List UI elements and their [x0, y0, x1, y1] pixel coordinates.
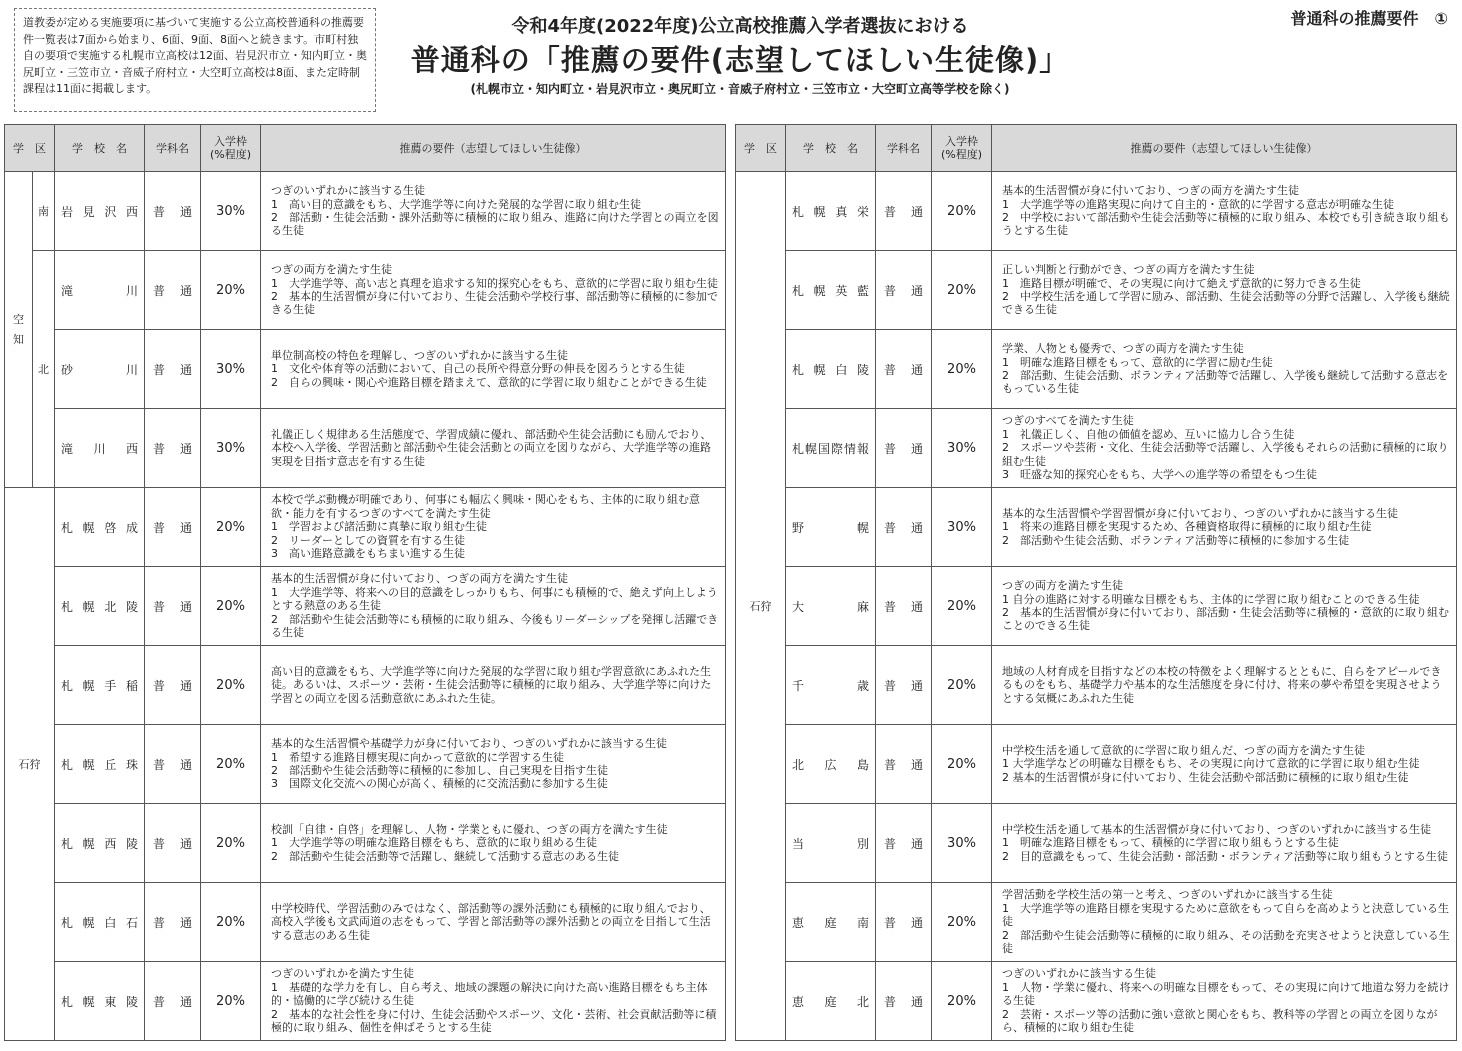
requirement-line: つぎの両方を満たす生徒 [1002, 579, 1123, 593]
course-name: 普通 [145, 962, 201, 1041]
school-name: 札幌英藍 [786, 251, 876, 330]
quota-percent: 30% [201, 409, 261, 488]
header-area: 学 区 [5, 125, 55, 172]
quota-percent: 20% [201, 567, 261, 646]
page-subtitle: (札幌市立・知内町立・岩見沢市立・奥尻町立・音威子府村立・三笠市立・大空町立高等学校を除く) [470, 82, 1010, 96]
requirement-line: 1 進路目標が明確で、その実現に向けて絶えず意欲的に努力できる生徒 [1002, 276, 1361, 290]
course-name: 普通 [876, 330, 932, 409]
course-name: 普通 [876, 409, 932, 488]
header-quota: 入学枠 (%程度) [932, 125, 992, 172]
course-name: 普通 [145, 330, 201, 409]
requirement-text [992, 409, 1457, 488]
requirement-text [261, 251, 726, 330]
requirement-line: 1 自分の進路に対する明確な目標をもち、主体的に学習に取り組むことのできる生徒 [1002, 592, 1420, 606]
course-name: 普通 [876, 962, 932, 1041]
table-row [5, 251, 726, 330]
requirement-line: 2 スポーツや芸術・文化、生徒会活動等で活躍し、入学後もそれらの活動に積極的に取り組む生徒 [1002, 441, 1449, 468]
page-title: 普通科の「推薦の要件(志望してほしい生徒像)」 [410, 43, 1070, 77]
school-name: 滝川 [55, 251, 145, 330]
requirement-line: 2 リーダーとしての資質を有する生徒 [271, 533, 465, 547]
table-row [5, 567, 726, 646]
requirement-line: 3 国際文化交流への関心が高く、積極的に交流活動に参加する生徒 [271, 777, 608, 791]
requirement-line: つぎのいずれかに該当する生徒 [271, 184, 425, 198]
requirement-text [261, 567, 726, 646]
requirement-text [992, 251, 1457, 330]
requirement-text [261, 883, 726, 962]
requirement-line: 2 自らの興味・関心や進路目標を踏まえて、意欲的に学習に取り組むことができる生徒 [271, 375, 707, 389]
requirements-table-left [4, 124, 726, 1041]
requirement-text [261, 488, 726, 567]
requirement-line: 1 文化や体育等の活動において、自己の長所や得意分野の伸長を図ろうとする生徒 [271, 362, 685, 376]
table-row [5, 962, 726, 1041]
requirement-line: 2 部活動や生徒会活動、ボランティア活動等に積極的に参加する生徒 [1002, 533, 1350, 547]
requirement-line: 1 大学進学等の明確な進路目標をもち、意欲的に取り組める生徒 [271, 836, 597, 850]
requirement-line: 基本的生活習慣が身に付いており、つぎの両方を満たす生徒 [1002, 184, 1299, 198]
requirement-line: 1 希望する進路目標実現に向かって意欲的に学習する生徒 [271, 750, 564, 764]
district-name: 石狩 [5, 488, 55, 1041]
course-name: 普通 [145, 725, 201, 804]
requirement-line: 1 人物・学業に優れ、将来への明確な目標をもって、その実現に向けて地道な努力を続ける生徒 [1002, 980, 1450, 1008]
quota-percent: 20% [932, 251, 992, 330]
school-name: 札幌西陵 [55, 804, 145, 883]
requirement-line: 2 基本的生活習慣が身に付いており、生徒会活動や学校行事、部活動等に積極的に参加できる生徒 [271, 290, 718, 317]
requirement-line: 基本的な生活習慣や学習習慣が身に付いており、つぎのいずれかに該当する生徒 [1002, 506, 1398, 520]
requirement-line: 本校で学ぶ動機が明確であり、何事にも幅広く興味・関心をもち、主体的に取り組む意欲・能力を有するつぎのすべてを満たす生徒 [271, 493, 700, 520]
requirement-line: 1 明確な進路目標をもって、積極的に学習に取り組もうとする生徒 [1002, 836, 1339, 850]
requirement-line: 2 部活動や生徒会活動等に積極的に参加し、自己実現を目指す生徒 [271, 764, 608, 777]
table-row [736, 172, 1457, 251]
requirement-text [992, 725, 1457, 804]
requirement-text [261, 725, 726, 804]
table-row [5, 883, 726, 962]
requirement-line: 2 部活動、生徒会活動、ボランティア活動等で活躍し、入学後も継続して活動する意志をもっている生徒 [1002, 369, 1449, 396]
quota-percent: 20% [201, 962, 261, 1041]
requirement-line: 礼儀正しく規律ある生活態度で、学習成績に優れ、部活動や生徒会活動にも励んでおり、本校へ入学後、学習活動と部活動や生徒会活動との両立を図りながら、大学進学等の進路実現を目指す意志を有する生徒 [271, 427, 712, 468]
quota-percent: 20% [932, 962, 992, 1041]
requirement-line: 中学校生活を通して意欲的に学習に取り組んだ、つぎの両方を満たす生徒 [1002, 743, 1365, 757]
requirement-line: 2 基本的生活習慣が身に付いており、生徒会活動や部活動に積極的に取り組む生徒 [1002, 770, 1409, 784]
school-name: 千歳 [786, 646, 876, 725]
requirement-line: 2 芸術・スポーツ等の活動に強い意欲と関心をもち、教科等の学習との両立を図りながら、積極的に取り組む生徒 [1002, 1007, 1438, 1035]
requirement-line: 1 大学進学等の進路実現に向けて自主的・意欲的に学習する意志が明確な生徒 [1002, 197, 1394, 211]
table-row [736, 725, 1457, 804]
course-name: 普通 [876, 488, 932, 567]
requirement-text [261, 962, 726, 1041]
requirement-line: つぎのいずれかを満たす生徒 [271, 967, 414, 981]
requirement-line: 単位制高校の特色を理解し、つぎのいずれかに該当する生徒 [271, 348, 568, 362]
table-row [736, 488, 1457, 567]
course-name: 普通 [876, 251, 932, 330]
requirement-line: 学業、人物とも優秀で、つぎの両方を満たす生徒 [1002, 342, 1244, 356]
school-name: 札幌白石 [55, 883, 145, 962]
requirement-text [992, 567, 1457, 646]
requirement-text [261, 646, 726, 725]
requirement-text [261, 409, 726, 488]
requirement-line: 1 高い目的意識をもち、大学進学等に向けた発展的な学習に取り組む生徒 [271, 197, 641, 211]
header-course: 学科名 [145, 125, 201, 172]
requirement-line: つぎの両方を満たす生徒 [271, 263, 392, 277]
requirement-line: 2 部活動や生徒会活動等で活躍し、継続して活動する意志のある生徒 [271, 849, 619, 863]
requirement-line: 2 部活動・生徒会活動・課外活動等に積極的に取り組み、進路に向けた学習との両立を図る生徒 [271, 211, 719, 238]
table-row [736, 962, 1457, 1041]
course-name: 普通 [145, 804, 201, 883]
quota-percent: 20% [201, 646, 261, 725]
header-school: 学 校 名 [786, 125, 876, 172]
quota-percent: 30% [201, 172, 261, 251]
school-name: 札幌国際情報 [786, 409, 876, 488]
requirement-line: 1 明確な進路目標をもって、意欲的に学習に励む生徒 [1002, 355, 1273, 369]
requirement-text [992, 883, 1457, 962]
quota-percent: 30% [932, 409, 992, 488]
requirement-line: 高い目的意識をもち、大学進学等に向けた発展的な学習に取り組む学習意欲にあふれた生徒。あるいは、スポーツ・芸術・生徒会活動等に積極的に取り組み、大学進学等に向けた学習との両立を図る活動意欲にあふれた生徒。 [271, 664, 712, 705]
school-name: 札幌啓成 [55, 488, 145, 567]
school-name: 札幌手稲 [55, 646, 145, 725]
requirement-text [261, 330, 726, 409]
table-row [736, 409, 1457, 488]
table-row [736, 251, 1457, 330]
quota-percent: 30% [201, 330, 261, 409]
header-course: 学科名 [876, 125, 932, 172]
district-name: 石狩 [736, 172, 786, 1041]
table-row [5, 646, 726, 725]
requirement-line: 1 大学進学等、高い志と真理を追求する知的探究心をもち、意欲的に学習に取り組む生徒 [271, 276, 718, 290]
page-label: 普通科の推薦要件 ① [1290, 9, 1448, 28]
table-row [736, 883, 1457, 962]
table-row [5, 488, 726, 567]
requirement-line: 2 基本的生活習慣が身に付いており、部活動・生徒会活動等に積極的・意欲的に取り組むことのできる生徒 [1002, 606, 1449, 633]
requirement-line: 基本的生活習慣が身に付いており、つぎの両方を満たす生徒 [271, 572, 568, 586]
requirement-line: 2 基本的な社会性を身に付け、生徒会活動やスポーツ、文化・芸術、社会貢献活動等に積極的に取り組み、個性を伸ばそうとする生徒 [271, 1007, 717, 1035]
course-name: 普通 [876, 883, 932, 962]
quota-percent: 30% [932, 488, 992, 567]
requirement-line: 1 将来の進路目標を実現するため、各種資格取得に積極的に取り組む生徒 [1002, 520, 1372, 534]
school-name: 札幌北陵 [55, 567, 145, 646]
course-name: 普通 [876, 646, 932, 725]
quota-percent: 20% [201, 251, 261, 330]
course-name: 普通 [145, 251, 201, 330]
requirement-text [992, 646, 1457, 725]
requirement-line: 2 部活動や生徒会活動等にも積極的に取り組み、今後もリーダーシップを発揮し活躍できる生徒 [271, 612, 719, 640]
quota-percent: 20% [201, 804, 261, 883]
requirement-line: 1 大学進学等、将来への目的意識をしっかりもち、何事にも積極的で、絶えず向上しようとする熱意のある生徒 [271, 585, 718, 613]
school-name: 滝川西 [55, 409, 145, 488]
course-name: 普通 [876, 804, 932, 883]
table-row [5, 172, 726, 251]
quota-percent: 20% [932, 567, 992, 646]
header-requirement: 推薦の要件（志望してほしい生徒像） [261, 125, 726, 172]
requirement-text [261, 804, 726, 883]
requirement-text [992, 330, 1457, 409]
header-quota: 入学枠 (%程度) [201, 125, 261, 172]
quota-percent: 20% [201, 488, 261, 567]
quota-percent: 20% [932, 883, 992, 962]
school-name: 札幌丘珠 [55, 725, 145, 804]
requirement-text [992, 172, 1457, 251]
course-name: 普通 [145, 172, 201, 251]
quota-percent: 20% [201, 725, 261, 804]
table-row [736, 646, 1457, 725]
school-name: 野幌 [786, 488, 876, 567]
requirement-line: 中学校時代、学習活動のみではなく、部活動等の課外活動にも積極的に取り組んでおり、高校入学後も文武両道の志をもって、学習と部活動等の課外活動との両立を目指して生活する意志のある生徒 [271, 901, 711, 942]
school-name: 恵庭南 [786, 883, 876, 962]
quota-percent: 20% [932, 330, 992, 409]
quota-percent: 20% [932, 725, 992, 804]
table-row [736, 567, 1457, 646]
requirement-line: 3 高い進路意識をもちまい進する生徒 [271, 547, 465, 561]
requirement-text [992, 488, 1457, 567]
school-name: 札幌真栄 [786, 172, 876, 251]
table-row [736, 330, 1457, 409]
requirement-line: 1 大学進学等の進路目標を実現するために意欲をもって自らを高めようと決意している生徒 [1002, 901, 1449, 929]
course-name: 普通 [145, 488, 201, 567]
requirement-line: 2 中学校において部活動や生徒会活動等に積極的に取り組み、本校でも引き続き取り組もうとする生徒 [1002, 211, 1450, 238]
header-school: 学 校 名 [55, 125, 145, 172]
requirement-line: 2 部活動や生徒会活動等に積極的に取り組み、その活動を充実させようと決意している生徒 [1002, 928, 1450, 956]
quota-percent: 30% [932, 804, 992, 883]
requirement-text [261, 172, 726, 251]
requirement-line: 1 礼儀正しく、自他の価値を認め、互いに協力し合う生徒 [1002, 427, 1295, 441]
requirement-line: 地域の人材育成を目指すなどの本校の特徴をよく理解するとともに、自らをアピールできるものをもち、基礎学力や基本的な生活態度を身に付け、将来の夢や希望を実現させようとする気概にあふれた生徒 [1002, 664, 1442, 705]
school-name: 岩見沢西 [55, 172, 145, 251]
requirement-text [992, 804, 1457, 883]
district-name: 空 知 [5, 172, 33, 488]
quota-percent: 20% [932, 646, 992, 725]
requirement-text [992, 962, 1457, 1041]
school-name: 札幌白陵 [786, 330, 876, 409]
notice-box: 道教委が定める実施要項に基づいて実施する公立高校普通科の推薦要件一覧表は7面から始まり、6面、9面、8面へと続きます。市町村独自の要項で実施する札幌市立高校は12面、岩見沢市立・知内町立・奥尻町立・三笠市立・音威子府村立・大空町立高校は8面、また定時制課程は11面に掲載します。 [14, 8, 376, 112]
school-name: 当別 [786, 804, 876, 883]
requirement-line: 基本的な生活習慣や基礎学力が身に付いており、つぎのいずれかに該当する生徒 [271, 737, 667, 751]
requirement-line: 1 学習および諸活動に真摯に取り組む生徒 [271, 520, 487, 534]
requirement-line: 1 基礎的な学力を有し、自ら考え、地域の課題の解決に向けた高い進路目標をもち主体的・協働的に学び続ける生徒 [271, 980, 708, 1008]
table-row [5, 725, 726, 804]
requirement-line: 2 中学校生活を通して学習に励み、部活動、生徒会活動等の分野で活躍し、入学後も継続できる生徒 [1002, 290, 1450, 317]
requirement-line: つぎのいずれかに該当する生徒 [1002, 967, 1156, 981]
requirement-line: 2 目的意識をもって、生徒会活動・部活動・ボランティア活動等に取り組もうとする生徒 [1002, 849, 1448, 863]
requirements-table-right [735, 124, 1457, 1041]
school-name: 大麻 [786, 567, 876, 646]
subdistrict-name: 南 [33, 172, 55, 251]
course-name: 普通 [876, 172, 932, 251]
requirement-line: 1 大学進学などの明確な目標をもち、その実現に向けて意欲的に学習に取り組む生徒 [1002, 757, 1420, 771]
quota-percent: 20% [932, 172, 992, 251]
quota-percent: 20% [201, 883, 261, 962]
table-row [5, 409, 726, 488]
course-name: 普通 [145, 409, 201, 488]
school-name: 北広島 [786, 725, 876, 804]
requirement-line: つぎのすべてを満たす生徒 [1002, 414, 1134, 428]
school-name: 札幌東陵 [55, 962, 145, 1041]
subdistrict-name: 北 [33, 251, 55, 488]
table-row [5, 330, 726, 409]
requirement-line: 正しい判断と行動ができ、つぎの両方を満たす生徒 [1002, 263, 1255, 277]
course-name: 普通 [876, 725, 932, 804]
table-row [5, 804, 726, 883]
requirement-line: 学習活動を学校生活の第一と考え、つぎのいずれかに該当する生徒 [1002, 888, 1333, 902]
title-line1: 令和4年度(2022年度)公立高校推薦入学者選抜における [511, 16, 969, 37]
course-name: 普通 [876, 567, 932, 646]
requirement-line: 3 旺盛な知的探究心をもち、大学への進学等の希望をもつ生徒 [1002, 468, 1317, 482]
table-row [736, 804, 1457, 883]
course-name: 普通 [145, 646, 201, 725]
requirement-line: 中学校生活を通して基本的生活習慣が身に付いており、つぎのいずれかに該当する生徒 [1002, 822, 1431, 836]
header-area: 学 区 [736, 125, 786, 172]
school-name: 恵庭北 [786, 962, 876, 1041]
course-name: 普通 [145, 883, 201, 962]
school-name: 砂川 [55, 330, 145, 409]
course-name: 普通 [145, 567, 201, 646]
header-requirement: 推薦の要件（志望してほしい生徒像） [992, 125, 1457, 172]
requirement-line: 校訓「自律・自啓」を理解し、人物・学業ともに優れ、つぎの両方を満たす生徒 [271, 822, 668, 836]
